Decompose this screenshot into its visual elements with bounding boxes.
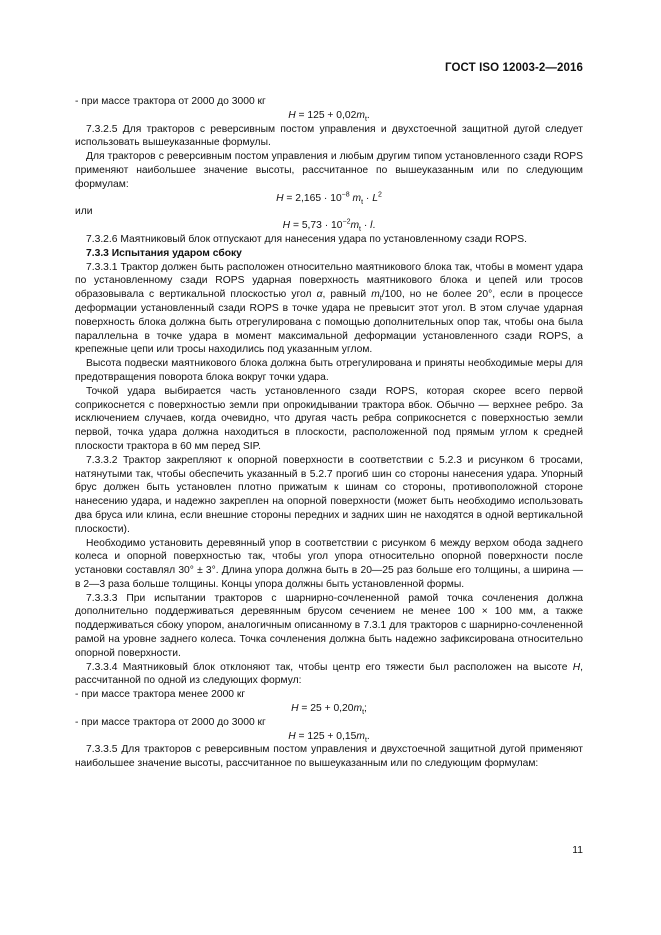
heading-7-3-3: 7.3.3 Испытания ударом сбоку	[86, 247, 242, 259]
formula-h-25-020: $H = 25 + 0,20m_t$;	[291, 703, 367, 717]
mass-range-2000-3000-b: - при массе трактора от 2000 до 3000 кг	[75, 716, 266, 728]
formula-h-573: $H = 5,73 \cdot 10^{-2}m_t \cdot l$.	[282, 218, 376, 234]
mass-less-2000: - при массе трактора менее 2000 кг	[75, 689, 246, 701]
page-number: 11	[572, 845, 583, 856]
para-7-3-3-3: 7.3.3.3 При испытании тракторов с шарнирно-сочлененной рамой точка сочленения должна дополнительно поддерживаться деревянным брусом сечением не менее 100 × 100 мм, а также поддерживаться сбоку упором, аналогичным описанному в 7.3.1 для тракторов с шарнирно-сочлененной рамой на уровне заднего колеса. Точка сочленения должна быть надежно зафиксирована относительно опорной поверхности.	[75, 592, 583, 659]
para-7-3-3-5: 7.3.3.5 Для тракторов с реверсивным постом управления и двухстоечной защитной дугой применяют наибольшее значение высоты, рассчитанное по вышеуказанным или по следующим формулам:	[75, 744, 583, 770]
formula-h-2165: $H = 2,165 \cdot 10^{-8}$ $m_t \cdot L^2$	[276, 191, 382, 206]
para-7-3-3-4: 7.3.3.4 Маятниковый блок отклоняют так, чтобы центр его тяжести был расположен на высоте H, рассчитанной по одной из следующих формул:	[75, 661, 583, 687]
para-7-3-2-6: 7.3.2.6 Маятниковый блок отпускают для нанесения удара по установленному сзади ROPS.	[86, 233, 527, 245]
formula-h-125-002: $H = 125 + 0,02m_t$.	[288, 109, 370, 123]
document-body	[75, 95, 583, 771]
formula-h-125-015: $H = 125 + 0,15m_t$.	[288, 730, 370, 744]
para-7-3-3-2: 7.3.3.2 Трактор закрепляют к опорной поверхности в соответствии с 5.2.3 и рисунком 6 тросами, натянутыми так, чтобы обеспечить указанный в 5.2.7 прогиб шин со стороны нанесения удара. Упорный брус должен быть установлен плотно прижатым к шинам со стороны, противоположной стороне нанесению удара, и надежно закреплен на опорной поверхности (может быть необходимо использовать два бруса или клина, если внешние стороны передних и задних шин не находятся в одной вертикальной плоскости).	[75, 454, 583, 535]
document-header: ГОСТ ISO 12003-2—2016	[445, 62, 583, 74]
para-7-3-2-5: 7.3.2.5 Для тракторов с реверсивным постом управления и двухстоечной защитной дугой следует использовать вышеуказанные формулы.	[75, 123, 583, 149]
para-wooden-stop: Необходимо установить деревянный упор в соответствии с рисунком 6 между верхом обода заднего колеса и опорной поверхностью так, чтобы угол упора относительно опорной поверхности после установки составлял 30° ± 3°. Длина упора должна быть в 20—25 раз больше его толщины, а ширина — в 2—3 раза больше толщины. Концы упора должны быть установленной формы.	[75, 537, 583, 590]
para-impact-point: Точкой удара выбирается часть установленного сзади ROPS, которая скорее всего первой соприкоснется с поверхностью земли при опрокидывании трактора вбок. Обычно — верхнее ребро. За исключением случаев, когда очевидно, что другая часть ребра соприкоснется с поверхностью земли первой, точка удара должна находиться в плоскости, расположенной под прямым углом к средней плоскости трактора в 60 мм перед SIP.	[75, 385, 583, 452]
para-7-3-3-1: 7.3.3.1 Трактор должен быть расположен относительно маятникового блока так, чтобы в момент удара по установленному сзади ROPS ударная поверхность маятникового блока и цепей или тросов образовывала с вертикальной плоскостью угол α, равный $m_t/100$, но не более 20°, если в процессе деформации установленный сзади ROPS в точке удара не превысит этот угол. В этом случае ударная поверхность блока должна быть отрегулирована с помощью дополнительных опор так, чтобы она была параллельна в точке удара в момент максимальной деформации установленного сзади ROPS, а крепежные цепи или тросы находились под указанным углом.	[75, 261, 583, 356]
or-text: или	[75, 206, 93, 218]
para-reversible-rops: Для тракторов с реверсивным постом управления и любым другим типом установленного сзади ROPS применяют наибольшее значение высоты, рассчитанное по вышеуказанным или по следующим формулам:	[75, 151, 583, 190]
mass-range-2000-3000: - при массе трактора от 2000 до 3000 кг	[75, 96, 266, 107]
para-suspension-height: Высота подвески маятникового блока должна быть отрегулирована и приняты необходимые меры для предотвращения поворота блока вокруг точки удара.	[75, 358, 583, 383]
